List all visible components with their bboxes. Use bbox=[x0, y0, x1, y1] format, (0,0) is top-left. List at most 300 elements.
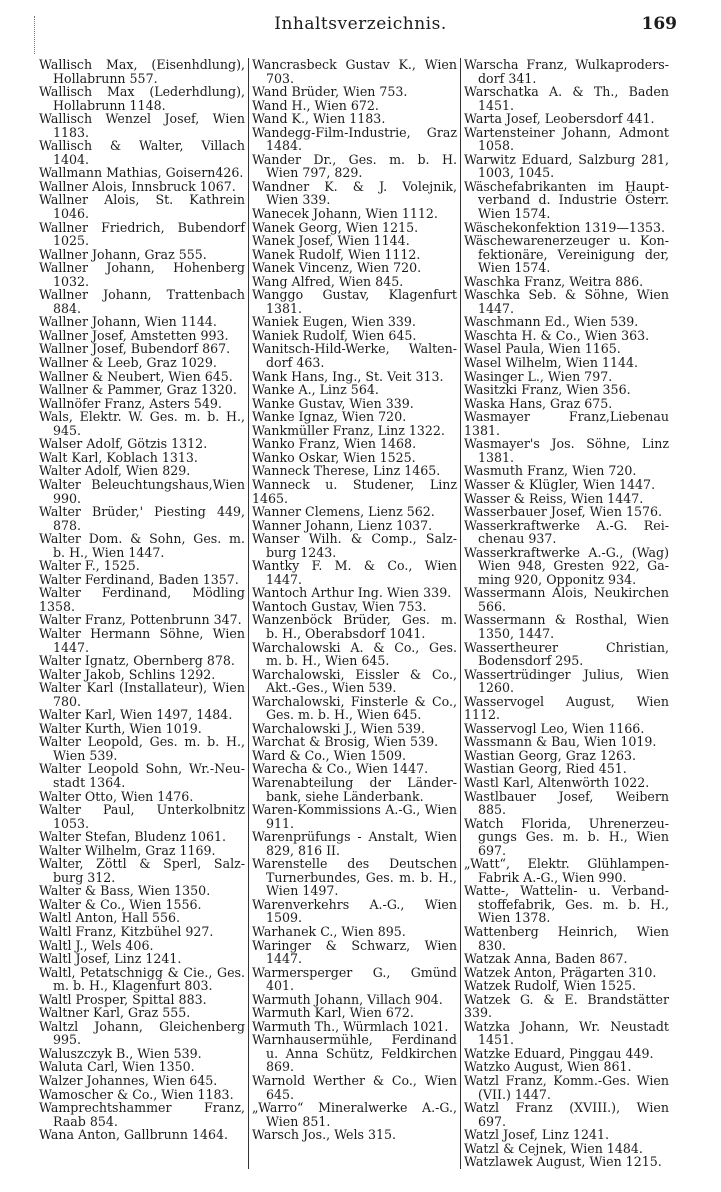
entry-line: Wanke Gustav, Wien 339. bbox=[252, 395, 414, 411]
entry-continuation-line: 990. bbox=[53, 490, 82, 506]
entry-continuation-line: burg 312. bbox=[53, 869, 116, 885]
index-entry bbox=[39, 1074, 245, 1088]
entry-line: Watzl Josef, Linz 1241. bbox=[464, 1127, 610, 1143]
index-entry bbox=[39, 437, 245, 451]
entry-line: Wallner & Pammer, Graz 1320. bbox=[39, 382, 237, 398]
index-entry bbox=[39, 112, 245, 139]
index-entry bbox=[252, 261, 457, 275]
entry-continuation-line: Hollabrunn 1148. bbox=[53, 97, 166, 113]
index-entry bbox=[464, 126, 669, 153]
index-column-left bbox=[36, 58, 248, 1169]
index-entry bbox=[464, 613, 669, 640]
index-entry bbox=[252, 383, 457, 397]
entry-line: Walter Ignatz, Obernberg 878. bbox=[39, 653, 235, 669]
entry-line: Wantoch Gustav, Wien 753. bbox=[252, 598, 427, 614]
entry-line: Watzak Anna, Baden 867. bbox=[464, 951, 628, 967]
index-entry bbox=[39, 315, 245, 329]
index-entry bbox=[252, 478, 457, 505]
index-entry bbox=[252, 464, 457, 478]
index-entry bbox=[39, 708, 245, 722]
index-entry bbox=[252, 613, 457, 640]
index-entry bbox=[252, 1074, 457, 1101]
index-entry bbox=[252, 803, 457, 830]
entry-line: Wassertheurer Christian, bbox=[464, 639, 669, 655]
entry-continuation-line: stadt 1364. bbox=[53, 774, 126, 790]
index-entry bbox=[464, 993, 669, 1020]
index-entry bbox=[252, 342, 457, 369]
entry-line: Walter Adolf, Wien 829. bbox=[39, 463, 191, 479]
entry-line: Wanner Clemens, Lienz 562. bbox=[252, 504, 435, 520]
index-entry bbox=[39, 383, 245, 397]
index-entry bbox=[39, 613, 245, 627]
entry-line: Wäschefabrikanten im Haupt- bbox=[464, 178, 669, 194]
index-entry bbox=[464, 979, 669, 993]
entry-line: Wasinger L., Wien 797. bbox=[464, 368, 613, 384]
index-entry bbox=[39, 559, 245, 573]
index-entry bbox=[464, 1074, 669, 1101]
index-entry bbox=[252, 641, 457, 668]
index-entry bbox=[464, 790, 669, 817]
entry-line: Waltl Josef, Linz 1241. bbox=[39, 951, 182, 967]
entry-line: Warchalowski J., Wien 539. bbox=[252, 720, 426, 736]
index-entry bbox=[39, 505, 245, 532]
index-entry bbox=[39, 356, 245, 370]
index-entry bbox=[39, 911, 245, 925]
entry-continuation-line: 1046. bbox=[53, 206, 90, 222]
entry-line: Wang Alfred, Wien 845. bbox=[252, 273, 404, 289]
entry-line: Wasitzki Franz, Wien 356. bbox=[464, 382, 631, 398]
index-entry bbox=[39, 248, 245, 262]
index-entry bbox=[464, 112, 669, 126]
entry-line: Wasser & Klügler, Wien 1447. bbox=[464, 476, 656, 492]
entry-line: Wallisch Max (Lederhdlung), bbox=[39, 84, 245, 100]
entry-line: Warnhausermühle, Ferdinand bbox=[252, 1032, 457, 1048]
index-entry bbox=[464, 817, 669, 858]
index-entry bbox=[39, 857, 245, 884]
index-entry bbox=[252, 451, 457, 465]
entry-continuation-line: 1451. bbox=[478, 1032, 515, 1048]
index-entry bbox=[464, 1060, 669, 1074]
entry-line: Walter Dom. & Sohn, Ges. m. bbox=[39, 531, 245, 547]
index-entry bbox=[39, 261, 245, 288]
entry-line: Wasser & Reiss, Wien 1447. bbox=[464, 490, 644, 506]
index-entry bbox=[464, 478, 669, 492]
entry-line: Warta Josef, Leobersdorf 441. bbox=[464, 111, 655, 127]
entry-line: Warenprüfungs - Anstalt, Wien bbox=[252, 829, 457, 845]
entry-continuation-line: fektionäre, Vereinigung der, bbox=[478, 246, 669, 262]
entry-line: Walzer Johannes, Wien 645. bbox=[39, 1073, 218, 1089]
entry-line: Wassertrüdinger Julius, Wien bbox=[464, 666, 669, 682]
entry-line: Wana Anton, Gallbrunn 1464. bbox=[39, 1127, 229, 1143]
entry-continuation-line: 780. bbox=[53, 693, 82, 709]
index-entry bbox=[464, 1155, 669, 1169]
entry-continuation-line: dorf 341. bbox=[478, 70, 537, 86]
entry-line: Waschka Seb. & Söhne, Wien bbox=[464, 287, 669, 303]
index-column-middle bbox=[248, 58, 460, 1169]
entry-line: Wasmayer Franz,Liebenau 1381. bbox=[464, 409, 669, 438]
index-entry bbox=[39, 397, 245, 411]
entry-continuation-line: 1447. bbox=[266, 951, 303, 967]
index-entry bbox=[464, 275, 669, 289]
entry-line: Wand K., Wien 1183. bbox=[252, 111, 386, 127]
entry-line: Waltzl Johann, Gleichenberg bbox=[39, 1018, 245, 1034]
entry-continuation-line: 401. bbox=[266, 978, 295, 994]
entry-line: Wanser Wilh. & Comp., Salz- bbox=[252, 531, 457, 547]
entry-line: Wallner Alois, St. Kathrein bbox=[39, 192, 245, 208]
index-entry bbox=[39, 451, 245, 465]
entry-continuation-line: Ges. m. b. H., Wien 645. bbox=[266, 707, 422, 723]
index-entry bbox=[252, 315, 457, 329]
entry-line: Wasel Wilhelm, Wien 1144. bbox=[464, 355, 638, 371]
entry-line: Warmuth Johann, Villach 904. bbox=[252, 991, 443, 1007]
entry-line: Wantoch Arthur Ing. Wien 339. bbox=[252, 585, 452, 601]
index-entry bbox=[464, 410, 669, 437]
index-entry bbox=[252, 722, 457, 736]
entry-line: Wäschekonfektion 1319—1353. bbox=[464, 219, 665, 235]
entry-continuation-line: Hollabrunn 557. bbox=[53, 70, 158, 86]
entry-line: Wanzenböck Brüder, Ges. m. bbox=[252, 612, 457, 628]
index-entry bbox=[39, 573, 245, 587]
entry-line: Walter Brüder,' Piesting 449, bbox=[39, 504, 245, 520]
entry-line: Watzko August, Wien 861. bbox=[464, 1059, 632, 1075]
entry-continuation-line: Fabrik A.-G., Wien 990. bbox=[478, 869, 627, 885]
index-entry bbox=[252, 668, 457, 695]
index-entry bbox=[39, 288, 245, 315]
index-entry bbox=[252, 1020, 457, 1034]
entry-line: Warenabteilung der Länder- bbox=[252, 774, 457, 790]
entry-line: Walter Karl, Wien 1497, 1484. bbox=[39, 707, 233, 723]
entry-continuation-line: Wien 1574. bbox=[478, 206, 551, 222]
index-columns bbox=[36, 58, 676, 1169]
index-entry bbox=[252, 762, 457, 776]
entry-continuation-line: 1447. bbox=[266, 571, 303, 587]
index-entry bbox=[464, 884, 669, 925]
index-entry bbox=[39, 898, 245, 912]
entry-line: Warhanek C., Wien 895. bbox=[252, 924, 406, 939]
entry-continuation-line: 869. bbox=[266, 1059, 295, 1075]
index-entry bbox=[252, 505, 457, 519]
index-entry bbox=[252, 966, 457, 993]
entry-continuation-line: 1003, 1045. bbox=[478, 165, 555, 181]
page-title: Inhaltsverzeichnis. bbox=[274, 14, 447, 34]
entry-line: Wanke Ignaz, Wien 720. bbox=[252, 409, 407, 425]
index-entry bbox=[252, 329, 457, 343]
entry-line: Wals, Elektr. W. Ges. m. b. H., bbox=[39, 409, 245, 425]
entry-continuation-line: 697. bbox=[478, 842, 507, 858]
entry-continuation-line: 1484. bbox=[266, 138, 303, 154]
entry-line: Wallner Johann, Hohenberg bbox=[39, 260, 245, 276]
entry-line: Wastl Karl, Altenwörth 1022. bbox=[464, 774, 650, 790]
index-entry bbox=[464, 735, 669, 749]
index-entry bbox=[464, 722, 669, 736]
index-entry bbox=[39, 966, 245, 993]
page-number: 169 bbox=[641, 14, 677, 34]
index-entry bbox=[39, 1128, 245, 1142]
index-entry bbox=[39, 939, 245, 953]
entry-line: Wallner & Neubert, Wien 645. bbox=[39, 368, 233, 384]
entry-line: Wanek Vincenz, Wien 720. bbox=[252, 260, 422, 276]
entry-continuation-line: Wien 339. bbox=[266, 192, 331, 208]
entry-line: Walter Kurth, Wien 1019. bbox=[39, 720, 202, 736]
index-entry bbox=[39, 464, 245, 478]
entry-continuation-line: dorf 463. bbox=[266, 355, 325, 371]
index-entry bbox=[39, 221, 245, 248]
entry-line: Wäschewarenerzeuger u. Kon- bbox=[464, 233, 669, 249]
entry-line: Wastlbauer Josef, Weibern bbox=[464, 788, 669, 804]
index-entry bbox=[464, 315, 669, 329]
entry-line: Wallisch Max, (Eisenhdlung), bbox=[39, 57, 245, 72]
index-entry bbox=[39, 1047, 245, 1061]
entry-line: Wanitsch-Hild-Werke, Walten- bbox=[252, 341, 457, 357]
entry-line: Wallner Johann, Graz 555. bbox=[39, 246, 207, 262]
index-entry bbox=[464, 857, 669, 884]
index-entry bbox=[252, 600, 457, 614]
entry-continuation-line: burg 1243. bbox=[266, 544, 337, 560]
entry-line: Walter Karl (Installateur), Wien bbox=[39, 680, 245, 696]
entry-continuation-line: Wien 797, 829. bbox=[266, 165, 363, 181]
index-entry bbox=[252, 1101, 457, 1128]
entry-line: Walter Beleuchtungshaus,Wien bbox=[39, 476, 245, 492]
entry-line: Wallner Johann, Trattenbach bbox=[39, 287, 245, 303]
index-entry bbox=[39, 1020, 245, 1047]
index-entry bbox=[39, 993, 245, 1007]
index-entry bbox=[464, 1142, 669, 1156]
index-entry bbox=[39, 180, 245, 194]
index-entry bbox=[252, 830, 457, 857]
index-entry bbox=[39, 681, 245, 708]
index-entry bbox=[464, 383, 669, 397]
entry-line: Waltl Prosper, Spittal 883. bbox=[39, 991, 207, 1007]
entry-continuation-line: 1381. bbox=[266, 300, 303, 316]
entry-line: Ward & Co., Wien 1509. bbox=[252, 747, 407, 763]
index-entry bbox=[39, 342, 245, 356]
index-entry bbox=[464, 695, 669, 722]
entry-continuation-line: 830. bbox=[478, 937, 507, 953]
entry-line: Wasservogl Leo, Wien 1166. bbox=[464, 720, 645, 736]
entry-line: Warsch Jos., Wels 315. bbox=[252, 1127, 397, 1143]
entry-line: Warchalowski A. & Co., Ges. bbox=[252, 639, 457, 655]
entry-line: Waltner Karl, Graz 555. bbox=[39, 1005, 191, 1021]
entry-line: Waniek Eugen, Wien 339. bbox=[252, 314, 416, 330]
entry-line: Watzl & Cejnek, Wien 1484. bbox=[464, 1140, 643, 1156]
entry-continuation-line: Akt.-Ges., Wien 539. bbox=[266, 680, 397, 696]
entry-continuation-line: 645. bbox=[266, 1086, 295, 1102]
entry-line: Watte-, Wattelin- u. Verband- bbox=[464, 883, 669, 899]
entry-line: Wanek Georg, Wien 1215. bbox=[252, 219, 419, 235]
entry-continuation-line: 1451. bbox=[478, 97, 515, 113]
entry-continuation-line: Wien 1574. bbox=[478, 260, 551, 276]
entry-line: Warwitz Eduard, Salzburg 281, bbox=[464, 151, 669, 167]
index-entry bbox=[39, 1101, 245, 1128]
entry-line: Wandner K. & J. Volejnik, bbox=[252, 178, 457, 194]
entry-line: Wank Hans, Ing., St. Veit 313. bbox=[252, 368, 444, 384]
index-entry bbox=[39, 410, 245, 437]
entry-line: Waltl Franz, Kitzbühel 927. bbox=[39, 924, 214, 939]
entry-line: Wallner & Leeb, Graz 1029. bbox=[39, 355, 217, 371]
entry-continuation-line: 829, 816 II. bbox=[266, 842, 341, 858]
index-entry bbox=[252, 1033, 457, 1074]
index-entry bbox=[252, 898, 457, 925]
entry-line: Wattenberg Heinrich, Wien bbox=[464, 924, 669, 939]
index-entry bbox=[464, 370, 669, 384]
index-entry bbox=[252, 925, 457, 939]
entry-line: Wander Dr., Ges. m. b. H. bbox=[252, 151, 457, 167]
index-entry bbox=[39, 1006, 245, 1020]
index-entry bbox=[39, 193, 245, 220]
index-entry bbox=[39, 668, 245, 682]
entry-line: Wallnöfer Franz, Asters 549. bbox=[39, 395, 222, 411]
entry-line: Warenverkehrs A.-G., Wien bbox=[252, 896, 457, 912]
index-entry bbox=[39, 586, 245, 613]
index-entry bbox=[252, 126, 457, 153]
entry-line: Waniek Rudolf, Wien 645. bbox=[252, 327, 417, 343]
entry-continuation-line: gungs Ges. m. b. H., Wien bbox=[478, 829, 669, 845]
entry-line: Warnold Werther & Co., Wien bbox=[252, 1073, 457, 1089]
index-entry bbox=[39, 166, 245, 180]
entry-line: Wallisch Wenzel Josef, Wien bbox=[39, 111, 245, 127]
index-entry bbox=[464, 492, 669, 506]
index-entry bbox=[252, 586, 457, 600]
entry-line: Wastian Georg, Ried 451. bbox=[464, 761, 627, 777]
index-entry bbox=[464, 153, 669, 180]
entry-line: Wallner Alois, Innsbruck 1067. bbox=[39, 178, 236, 194]
entry-continuation-line: 703. bbox=[266, 70, 295, 86]
entry-line: Waren-Kommissions A.-G., Wien bbox=[252, 802, 457, 818]
index-entry bbox=[464, 519, 669, 546]
index-entry bbox=[252, 370, 457, 384]
index-entry bbox=[464, 342, 669, 356]
index-entry bbox=[464, 1128, 669, 1142]
entry-continuation-line: Wien 1497. bbox=[266, 883, 339, 899]
index-entry bbox=[464, 1047, 669, 1061]
entry-continuation-line: 697. bbox=[478, 1113, 507, 1129]
index-entry bbox=[252, 993, 457, 1007]
entry-line: Wasserkraftwerke A.-G., (Wag) bbox=[464, 544, 669, 560]
entry-line: Waschka Franz, Weitra 886. bbox=[464, 273, 644, 289]
entry-line: Wasel Paula, Wien 1165. bbox=[464, 341, 621, 357]
entry-line: Watzek Rudolf, Wien 1525. bbox=[464, 978, 636, 994]
entry-line: Wanneck Therese, Linz 1465. bbox=[252, 463, 441, 479]
index-entry bbox=[464, 288, 669, 315]
index-entry bbox=[464, 234, 669, 275]
index-entry bbox=[39, 329, 245, 343]
index-entry bbox=[252, 288, 457, 315]
index-entry bbox=[464, 85, 669, 112]
entry-line: Wallner Johann, Wien 1144. bbox=[39, 314, 217, 330]
index-entry bbox=[39, 735, 245, 762]
index-entry bbox=[39, 1088, 245, 1102]
entry-continuation-line: m. b. H., Wien 645. bbox=[266, 653, 390, 669]
entry-line: Waska Hans, Graz 675. bbox=[464, 395, 613, 411]
entry-line: Warmuth Karl, Wien 672. bbox=[252, 1005, 414, 1021]
entry-line: Walter Franz, Pottenbrunn 347. bbox=[39, 612, 242, 628]
entry-line: Watch Florida, Uhrenerzeu- bbox=[464, 815, 669, 831]
entry-continuation-line: 885. bbox=[478, 802, 507, 818]
entry-line: Walter & Co., Wien 1556. bbox=[39, 896, 202, 912]
entry-continuation-line: chenau 937. bbox=[478, 531, 557, 547]
entry-line: Wanko Oskar, Wien 1525. bbox=[252, 449, 416, 465]
entry-line: Walter Leopold Sohn, Wr.-Neu- bbox=[39, 761, 245, 777]
entry-line: Wancrasbeck Gustav K., Wien bbox=[252, 57, 457, 72]
entry-line: Wanek Josef, Wien 1144. bbox=[252, 233, 410, 249]
entry-continuation-line: 1404. bbox=[53, 151, 90, 167]
entry-line: Wasservogel August, Wien 1112. bbox=[464, 693, 669, 723]
entry-continuation-line: 1447. bbox=[53, 639, 90, 655]
index-entry bbox=[252, 735, 457, 749]
entry-continuation-line: 1058. bbox=[478, 138, 515, 154]
entry-continuation-line: verband d. Industrie Österr. bbox=[478, 192, 669, 208]
index-entry bbox=[252, 437, 457, 451]
entry-line: Waltl, Petatschnigg & Cie., Ges. bbox=[39, 964, 245, 980]
entry-line: Wanneck u. Studener, Linz 1465. bbox=[252, 476, 457, 506]
entry-line: Warenstelle des Deutschen bbox=[252, 856, 457, 872]
index-entry bbox=[464, 749, 669, 763]
entry-line: Wassmann & Bau, Wien 1019. bbox=[464, 734, 657, 750]
index-entry bbox=[39, 58, 245, 85]
entry-line: Warecha & Co., Wien 1447. bbox=[252, 761, 429, 777]
index-entry bbox=[252, 695, 457, 722]
entry-line: Wanecek Johann, Wien 1112. bbox=[252, 206, 438, 222]
index-entry bbox=[39, 139, 245, 166]
index-entry bbox=[464, 437, 669, 464]
entry-continuation-line: Bodensdorf 295. bbox=[478, 653, 584, 669]
entry-continuation-line: b. H., Wien 1447. bbox=[53, 544, 165, 560]
entry-continuation-line: 1509. bbox=[266, 910, 303, 926]
index-entry bbox=[252, 180, 457, 207]
entry-line: Walter Jakob, Schlins 1292. bbox=[39, 666, 216, 682]
index-entry bbox=[39, 844, 245, 858]
index-entry bbox=[39, 627, 245, 654]
entry-line: Walter F., 1525. bbox=[39, 558, 140, 574]
page-header bbox=[0, 14, 721, 44]
index-entry bbox=[464, 641, 669, 668]
index-entry bbox=[39, 830, 245, 844]
index-entry bbox=[252, 1128, 457, 1142]
index-entry bbox=[252, 559, 457, 586]
entry-continuation-line: Wien 539. bbox=[53, 747, 118, 763]
entry-line: Watzl Franz (XVIII.), Wien bbox=[464, 1100, 669, 1116]
index-entry bbox=[252, 519, 457, 533]
entry-line: Walter Paul, Unterkolbnitz bbox=[39, 802, 245, 818]
index-entry bbox=[252, 776, 457, 803]
entry-line: Wanner Johann, Lienz 1037. bbox=[252, 517, 433, 533]
entry-line: Wamprechtshammer Franz, bbox=[39, 1100, 245, 1116]
entry-continuation-line: Wien 1378. bbox=[478, 910, 551, 926]
entry-continuation-line: 945. bbox=[53, 422, 82, 438]
index-entry bbox=[252, 939, 457, 966]
index-entry bbox=[39, 654, 245, 668]
entry-continuation-line: 1381. bbox=[478, 449, 515, 465]
index-entry bbox=[464, 586, 669, 613]
index-entry bbox=[252, 1006, 457, 1020]
entry-line: Walter Leopold, Ges. m. b. H., bbox=[39, 734, 245, 750]
index-entry bbox=[252, 424, 457, 438]
entry-line: Wand Brüder, Wien 753. bbox=[252, 84, 408, 100]
entry-continuation-line: bank, siehe Länderbank. bbox=[266, 788, 424, 804]
index-entry bbox=[252, 749, 457, 763]
index-entry bbox=[464, 58, 669, 85]
entry-line: Waringer & Schwarz, Wien bbox=[252, 937, 457, 953]
entry-line: Walter Wilhelm, Graz 1169. bbox=[39, 842, 216, 858]
entry-continuation-line: Wien 851. bbox=[266, 1113, 331, 1129]
entry-line: Warchalowski, Eissler & Co., bbox=[252, 666, 457, 682]
entry-line: Wallmann Mathias, Goisern426. bbox=[39, 165, 244, 181]
index-entry bbox=[464, 668, 669, 695]
index-entry bbox=[252, 410, 457, 424]
entry-continuation-line: 1447. bbox=[478, 300, 515, 316]
index-entry bbox=[39, 532, 245, 559]
entry-line: Warchat & Brosig, Wien 539. bbox=[252, 734, 439, 750]
